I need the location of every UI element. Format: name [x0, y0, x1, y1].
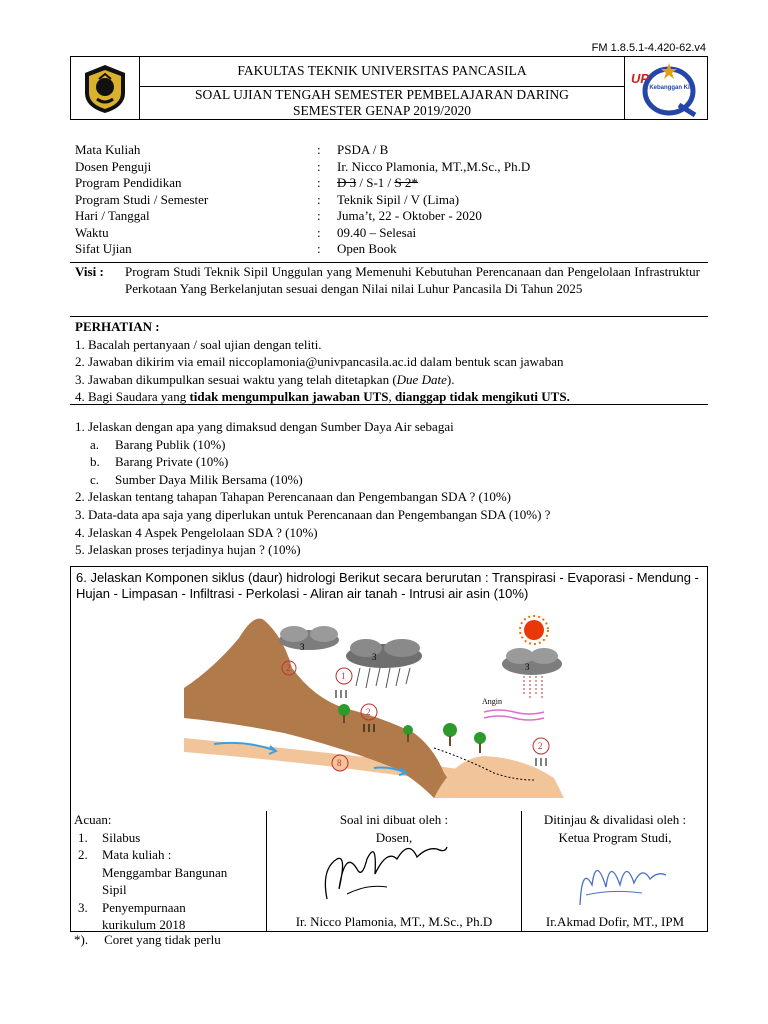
- svg-text:2: 2: [286, 663, 291, 673]
- marker-1: [336, 668, 352, 684]
- info-label: Dosen Penguji: [75, 158, 152, 174]
- reference-title: Acuan:: [74, 812, 112, 827]
- vision-block: [75, 264, 700, 297]
- sun-icon: [520, 616, 548, 644]
- reference-item: Menggambar Bangunan: [102, 864, 228, 880]
- signature-table: [70, 811, 708, 932]
- question-5: 5. Jelaskan proses terjadinya hujan ? (10%): [75, 542, 301, 558]
- attention-item: 4. Bagi Saudara yang tidak mengumpulkan jawaban UTS, dianggap tidak mengikuti UTS.: [75, 389, 570, 404]
- cloud-1: [279, 626, 339, 652]
- info-value: Open Book: [337, 241, 397, 256]
- svg-text:3: 3: [300, 642, 305, 652]
- info-row-nature: Sifat Ujian : Open Book: [75, 241, 397, 256]
- info-label: Waktu: [75, 224, 109, 240]
- lowland: [434, 756, 564, 798]
- attention-title: PERHATIAN :: [75, 319, 160, 334]
- question-6: 6. Jelaskan Komponen siklus (daur) hidrologi Berikut secara berurutan : Transpirasi - Evaporasi - Mendung - Hujan - Limpasan - Infiltrasi - Perkolasi - Aliran air tanah - Intrusi air asin (10%): [76, 570, 699, 601]
- exam-title-line1: SOAL UJIAN TENGAH SEMESTER PEMBELAJARAN DARING: [195, 87, 569, 102]
- vision-text: Program Studi Teknik Sipil Unggulan yang Memenuhi Kebutuhan Perencanaan dan Pengelolaan Infrastruktur Perkotaan Yang Berkelanjutan sesuai dengan Nilai nilai Luhur Pancasila Di Tahun 2025: [125, 264, 700, 296]
- info-label: Program Studi / Semester: [75, 191, 209, 207]
- reviewer-name: Ir.Akmad Dofir, MT., IPM: [545, 913, 685, 929]
- reference-item: Sipil: [102, 882, 127, 897]
- question-2: 2. Jelaskan tentang tahapan Tahapan Perencanaan dan Pengembangan SDA ? (10%): [75, 489, 512, 505]
- reviewer-role: Ketua Program Studi,: [558, 829, 672, 845]
- attention-item: 2. Jawaban dikirim via email niccoplamonia@univpancasila.ac.id dalam bentuk scan jawaban: [75, 354, 564, 369]
- info-label: Program Pendidikan: [75, 175, 182, 190]
- info-value: Juma’t, 22 - Oktober - 2020: [337, 208, 482, 223]
- logo-letters: UP: [630, 71, 649, 86]
- info-value: D 3 / S-1 / S 2*: [337, 175, 418, 190]
- info-row-lecturer: Dosen Penguji : Ir. Nicco Plamonia, MT.,M.Sc., Ph.D: [75, 158, 531, 174]
- reference-item: 1. Silabus: [78, 829, 141, 845]
- cloud-2: [346, 639, 422, 688]
- svg-text:8: 8: [337, 758, 342, 768]
- logo-tagline: Kebanggan Kita: [649, 85, 695, 91]
- svg-text:3: 3: [525, 662, 530, 672]
- svg-text:2: 2: [366, 707, 371, 717]
- info-row-date: Hari / Tanggal : Juma’t, 22 - Oktober - 2020: [75, 208, 482, 223]
- wind-lines: [484, 710, 544, 720]
- made-by-label: Soal ini dibuat oleh :: [339, 812, 449, 827]
- header-box: [70, 56, 708, 120]
- question-1-sub: a. Barang Publik (10%): [90, 436, 226, 452]
- wind-label: Angin: [482, 697, 502, 706]
- question-3: 3. Data-data apa saja yang diperlukan untuk Perencanaan dan Pengembangan SDA (10%) ?: [75, 506, 551, 522]
- reviewer-signature: [572, 845, 672, 915]
- question-1-sub: c. Sumber Daya Milik Bersama (10%): [90, 471, 303, 487]
- info-label: Hari / Tanggal: [75, 208, 150, 223]
- info-row-study: Program Studi / Semester : Teknik Sipil / V (Lima): [75, 191, 460, 207]
- svg-text:3: 3: [372, 652, 377, 662]
- form-code: FM 1.8.5.1-4.420-62.v4: [591, 42, 706, 54]
- reference-item: 3. Penyempurnaan: [78, 899, 186, 915]
- footnote: *). Coret yang tidak perlu: [74, 932, 221, 947]
- lecturer-name: Ir. Nicco Plamonia, MT., M.Sc., Ph.D: [295, 913, 493, 929]
- vision-label: Visi :: [75, 264, 104, 279]
- divider: [70, 262, 708, 263]
- svg-text:1: 1: [341, 671, 346, 681]
- divider: [70, 404, 708, 405]
- reference-cell: [74, 811, 264, 932]
- university-crest-logo: [81, 63, 129, 115]
- tree-icon: [474, 732, 486, 753]
- marker-2: [533, 738, 549, 754]
- question-1-sub: b. Barang Private (10%): [90, 454, 229, 470]
- question-4: 4. Jelaskan 4 Aspek Pengelolaan SDA ? (10%): [75, 524, 318, 540]
- info-row-course: Mata Kuliah : PSDA / B: [75, 142, 389, 157]
- attention-item: 1. Bacalah pertanyaan / soal ujian dengan teliti.: [75, 336, 322, 352]
- info-value: 09.40 – Selesai: [337, 224, 417, 240]
- marker-8: [332, 755, 348, 771]
- lecturer-cell: [267, 811, 521, 932]
- attention-item: 3. Jawaban dikumpulkan sesuai waktu yang telah ditetapkan (Due Date).: [75, 371, 455, 387]
- reviewer-cell: [522, 811, 708, 932]
- reference-item: 2. Mata kuliah :: [78, 847, 172, 862]
- info-label: Sifat Ujian: [75, 241, 132, 256]
- question-1: 1. Jelaskan dengan apa yang dimaksud dengan Sumber Daya Air sebagai: [75, 419, 454, 434]
- divider: [70, 316, 708, 317]
- lecturer-signature: [317, 829, 457, 907]
- questions-block: [75, 418, 705, 559]
- reviewed-by-label: Ditinjau & divalidasi oleh :: [543, 812, 687, 827]
- info-label: Mata Kuliah: [75, 142, 141, 157]
- faculty-title: FAKULTAS TEKNIK UNIVERSITAS PANCASILA: [237, 63, 527, 78]
- info-value: Teknik Sipil / V (Lima): [337, 191, 460, 207]
- tree-icon: [443, 723, 457, 746]
- cloud-3: [502, 648, 562, 698]
- lecturer-role: Dosen,: [375, 829, 413, 845]
- hydrologic-cycle-diagram: [184, 608, 584, 810]
- info-row-time: Waktu : 09.40 – Selesai: [75, 224, 417, 240]
- info-value: PSDA / B: [337, 142, 389, 157]
- svg-text:2: 2: [538, 741, 543, 751]
- exam-title-line2: SEMESTER GENAP 2019/2020: [292, 103, 471, 118]
- info-row-program: Program Pendidikan : D 3 / S-1 / S 2*: [75, 175, 418, 190]
- attention-block: [75, 318, 705, 406]
- reference-item: kurikulum 2018: [102, 917, 186, 932]
- info-value: Ir. Nicco Plamonia, MT.,M.Sc., Ph.D: [337, 158, 531, 174]
